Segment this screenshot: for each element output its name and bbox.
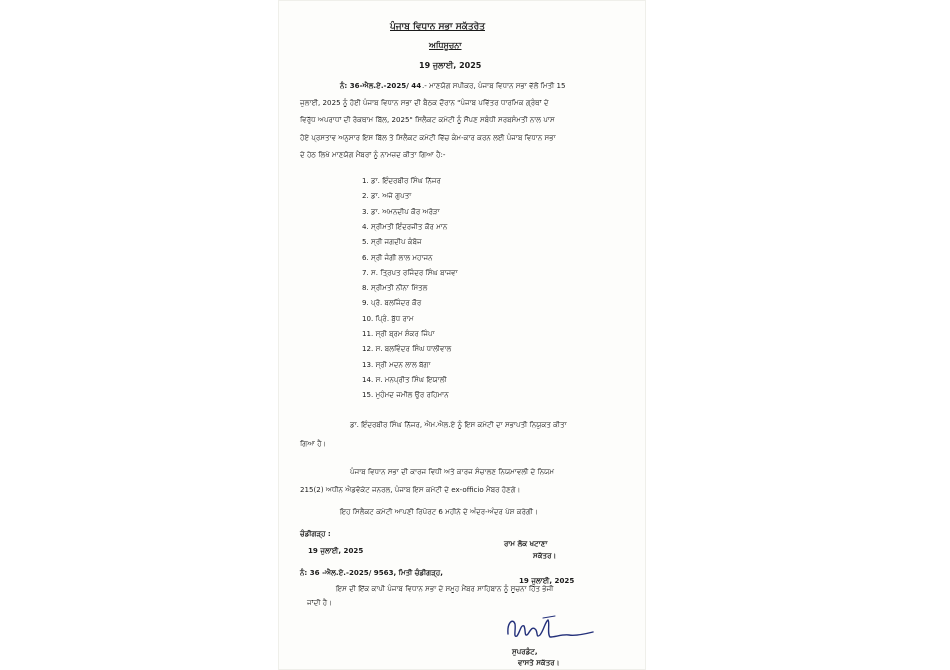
member-name: ਸ੍ਰੀਮਤੀ ਨੀਨਾ ਮਿੱਤਲ xyxy=(371,283,428,293)
list-item xyxy=(362,253,433,263)
document-page xyxy=(278,0,646,670)
list-item xyxy=(362,191,411,201)
endorsement-date: 19 ਜੁਲਾਈ, 2025 xyxy=(519,576,575,585)
member-list-body xyxy=(362,176,562,406)
list-item xyxy=(362,375,447,385)
member-name: ਸ. ਮਨਪ੍ਰੀਤ ਸਿੰਘ ਇਯਾਲੀ xyxy=(375,374,447,384)
member-name: ਸ. ਤ੍ਰਿਪਤ ਰਜਿੰਦਰ ਸਿੰਘ ਬਾਜਵਾ xyxy=(371,267,458,277)
member-name: ਸ੍ਰੀਮਤੀ ਇੰਦਰਜੀਤ ਕੌਰ ਮਾਨ xyxy=(371,221,448,231)
member-name: ਮੁਹੰਮਦ ਜਮੀਲ ਉਰ ਰਹਿਮਾਨ xyxy=(375,390,449,400)
member-number: 5. xyxy=(362,237,369,247)
member-name: ਪ੍ਰਿੰ. ਬੁੱਧ ਰਾਮ xyxy=(375,313,414,323)
member-number: 12. xyxy=(362,344,374,354)
signature-stroke xyxy=(543,616,555,618)
intro-line: ਦੇ ਹੇਠ ਲਿਖੇ ਮਾਣਯੋਗ ਮੈਂਬਰਾਂ ਨੂੰ ਨਾਮਜ਼ਦ ਕੀਤਾ ਗਿਆ ਹੈ:- xyxy=(300,150,446,159)
member-number: 8. xyxy=(362,283,369,293)
list-item xyxy=(362,268,458,278)
member-number: 7. xyxy=(362,267,369,277)
member-number: 4. xyxy=(362,221,369,231)
member-name: ਸ੍ਰੀ ਬ੍ਰਮ ਸ਼ੰਕਰ ਜਿੰਪਾ xyxy=(375,329,435,338)
member-number: 2. xyxy=(362,191,369,201)
intro-line: ਹੋਏ ਪ੍ਰਸਤਾਵ ਅਨੁਸਾਰ ਇਸ ਬਿੱਲ ਤੇ ਸਿਲੈਕਟ ਕਮੇਟੀ ਵਿੱਚ ਕੰਮ-ਕਾਰ ਕਰਨ ਲਈ ਪੰਜਾਬ ਵਿਧਾਨ ਸਭਾ xyxy=(300,133,556,142)
list-item xyxy=(362,344,451,354)
intro-line: ਵਿਰੁੱਧ ਅਪਰਾਧਾਂ ਦੀ ਰੋਕਥਾਮ ਬਿੱਲ, 2025" ਸਿਲੈਕਟ ਕਮੇਟੀ ਨੂੰ ਸੌਂਪਣ ਸਬੰਧੀ ਸਰਬਸੰਮਤੀ ਨਾਲ ਪਾਸ xyxy=(300,115,555,124)
signature-stroke xyxy=(508,620,593,637)
member-number: 11. xyxy=(362,329,374,338)
chairman-line: ਡਾ. ਇੰਦਰਬੀਰ ਸਿੰਘ ਨਿੱਜਰ, ਐਮ.ਐਲ.ਏ ਨੂੰ ਇਸ ਕਮੇਟੀ ਦਾ ਸਭਾਪਤੀ ਨਿਯੁਕਤ ਕੀਤਾ xyxy=(350,420,567,429)
member-number: 9. xyxy=(362,298,369,308)
list-item xyxy=(362,222,447,232)
member-name: ਡਾ. ਇੰਦਰਬੀਰ ਸਿੰਘ ਨਿੱਜਰ xyxy=(371,176,441,185)
signatory-name: ਰਾਮ ਲੋਕ ਖਟਾਣਾ xyxy=(504,539,548,548)
member-name: ਸ੍ਰੀ ਮਦਨ ਲਾਲ ਬੱਗਾ xyxy=(375,359,431,369)
member-number: 3. xyxy=(362,206,369,216)
endorsement-line: ਇਸ ਦੀ ਇੱਕ ਕਾਪੀ ਪੰਜਾਬ ਵਿਧਾਨ ਸਭਾ ਦੇ ਸਮੂਹ ਮੈਂਬਰ ਸਾਹਿਬਾਨ ਨੂੰ ਸੂਚਨਾ ਹਿੱਤ ਭੇਜੀ xyxy=(336,584,554,593)
signatory-designation: ਸਕੱਤਰ। xyxy=(533,551,557,560)
member-name: ਪ੍ਰੋ. ਬਲਜਿੰਦਰ ਕੌਰ xyxy=(371,298,422,308)
member-name: ਸ. ਬਲਵਿੰਦਰ ਸਿੰਘ ਧਾਲੀਵਾਲ xyxy=(375,344,452,354)
intro-line: .- ਮਾਣਯੋਗ ਸਪੀਕਰ, ਪੰਜਾਬ ਵਿਧਾਨ ਸਭਾ ਵੱਲੋਂ ਮਿਤੀ 15 xyxy=(422,81,566,90)
member-number: 14. xyxy=(362,374,374,384)
list-item xyxy=(362,176,441,186)
list-item xyxy=(362,283,427,293)
member-name: ਡਾ. ਅਮਨਦੀਪ ਕੌਰ ਅਰੋੜਾ xyxy=(371,206,440,216)
member-name: ਡਾ. ਅਜੇ ਗੁਪਤਾ xyxy=(371,191,412,201)
handwritten-signature xyxy=(503,612,598,648)
member-number: 15. xyxy=(362,390,374,400)
member-number: 6. xyxy=(362,252,369,262)
chairman-line: ਗਿਆ ਹੈ। xyxy=(300,439,327,448)
list-item xyxy=(362,298,421,308)
member-number: 1. xyxy=(362,176,369,185)
footer-for: ਵਾਸਤੇ ਸਕੱਤਰ। xyxy=(518,658,560,667)
notification-date: 19 ਜੁਲਾਈ, 2025 xyxy=(419,61,482,70)
list-item xyxy=(362,237,422,247)
member-name: ਸ੍ਰੀ ਜੰਗੀ ਲਾਲ ਮਹਾਜਨ xyxy=(371,252,433,262)
notification-ref: ਨੰ: 36-ਐਲ.ਏ.-2025/ 44 xyxy=(340,81,422,90)
report-line: ਇਹ ਸਿਲੈਕਟ ਕਮੇਟੀ ਆਪਣੀ ਰਿਪੋਰਟ 6 ਮਹੀਨੇ ਦੇ ਅੰਦਰ-ਅੰਦਰ ਪੇਸ਼ ਕਰੇਗੀ। xyxy=(340,507,538,516)
list-item xyxy=(362,360,430,370)
endorsement-ref: ਨੰ: 36 -ਐਲ.ਏ.-2025/ 9563, ਮਿਤੀ ਚੰਡੀਗੜ੍ਹ, xyxy=(300,568,443,577)
list-item xyxy=(362,390,449,400)
rules-line: ਪੰਜਾਬ ਵਿਧਾਨ ਸਭਾ ਦੀ ਕਾਰਜ ਵਿਧੀ ਅਤੇ ਕਾਰਜ ਸੰਚਾਲਣ ਨਿਯਮਾਵਲੀ ਦੇ ਨਿਯਮ xyxy=(350,467,555,476)
footer-designation: ਸੁਪਰਡੰਟ, xyxy=(512,647,538,656)
member-number: 13. xyxy=(362,359,374,369)
member-name: ਸ੍ਰੀ ਜਗਦੀਪ ਕੰਬੋਜ xyxy=(371,237,422,247)
endorsement-line: ਜਾਂਦੀ ਹੈ। xyxy=(307,598,332,607)
office-title: ਪੰਜਾਬ ਵਿਧਾਨ ਸਭਾ ਸਕੱਤਰੇਤ xyxy=(390,22,485,32)
document-type: ਅਧਿਸੂਚਨਾ xyxy=(429,41,462,50)
place-date: 19 ਜੁਲਾਈ, 2025 xyxy=(308,546,364,555)
member-number: 10. xyxy=(362,313,374,323)
rules-line: 215(2) ਅਧੀਨ ਐਡਵੋਕੇਟ ਜਨਰਲ, ਪੰਜਾਬ ਇਸ ਕਮੇਟੀ ਦੇ ex-officio ਮੈਂਬਰ ਹੋਣਗੇ। xyxy=(300,485,521,494)
list-item xyxy=(362,207,440,217)
list-item xyxy=(362,314,414,324)
list-item xyxy=(362,329,435,339)
intro-line: ਜੁਲਾਈ, 2025 ਨੂੰ ਹੋਈ ਪੰਜਾਬ ਵਿਧਾਨ ਸਭਾ ਦੀ ਬੈਠਕ ਦੌਰਾਨ "ਪੰਜਾਬ ਪਵਿੱਤਰ ਧਾਰਮਿਕ ਗ੍ਰੰਥਾਂ ਦੇ xyxy=(300,98,549,107)
place-label: ਚੰਡੀਗੜ੍ਹ : xyxy=(300,529,331,538)
